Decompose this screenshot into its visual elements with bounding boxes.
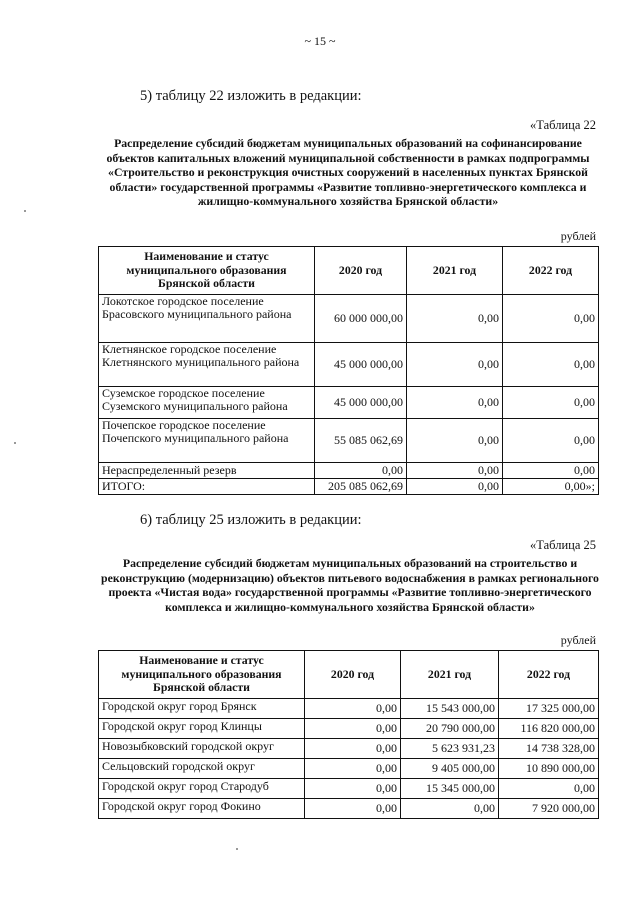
table-total-row	[99, 479, 599, 495]
row-2020: 0,00	[305, 759, 401, 779]
row-2022: 0,00	[503, 387, 599, 419]
header-2020: 2020 год	[305, 651, 401, 699]
table-row	[99, 759, 599, 779]
header-2022: 2022 год	[503, 247, 599, 295]
page-number: ~ 15 ~	[304, 34, 336, 48]
row-2022: 7 920 000,00	[499, 799, 599, 819]
row-2022: 0,00	[503, 343, 599, 387]
row-2020: 0,00	[315, 463, 407, 479]
row-2020: 45 000 000,00	[315, 343, 407, 387]
row-name: Городской округ город Брянск	[99, 699, 305, 719]
row-2022: 0,00	[503, 463, 599, 479]
table-row	[99, 463, 599, 479]
table-25-title: Распределение субсидий бюджетам муниципальных образований на строительство и реконструкцию (модернизацию) объектов питьевого водоснабжения в рамках регионального проекта «Чистая вода» государственной программы «Развитие топливно-энергетического комплекса и жилищно-коммунального хозяйства Брянской области»	[101, 556, 599, 614]
row-name: Локотское городское поселение Брасовского муниципального района	[99, 295, 315, 343]
table-22	[98, 246, 599, 495]
table-25-units: рублей	[560, 633, 596, 647]
table-row	[99, 799, 599, 819]
table-25-label: «Таблица 25	[530, 538, 596, 552]
scan-speck	[236, 848, 238, 850]
row-2020: 55 085 062,69	[315, 419, 407, 463]
row-2020: 0,00	[305, 739, 401, 759]
table-header-row	[99, 247, 599, 295]
table-25	[98, 650, 599, 819]
row-2022: 0,00»;	[503, 479, 599, 495]
header-name: Наименование и статус муниципального образования Брянской области	[99, 651, 305, 699]
row-2022: 116 820 000,00	[499, 719, 599, 739]
table-row	[99, 699, 599, 719]
scan-speck	[24, 210, 26, 212]
row-name: ИТОГО:	[99, 479, 315, 495]
row-2022: 14 738 328,00	[499, 739, 599, 759]
row-2021: 0,00	[407, 463, 503, 479]
row-2021: 0,00	[401, 799, 499, 819]
row-name: Городской округ город Фокино	[99, 799, 305, 819]
row-name: Суземское городское поселение Суземского муниципального района	[99, 387, 315, 419]
row-name: Нераспределенный резерв	[99, 463, 315, 479]
table-22-units: рублей	[560, 229, 596, 243]
row-name: Сельцовский городской округ	[99, 759, 305, 779]
header-2020: 2020 год	[315, 247, 407, 295]
row-2021: 0,00	[407, 343, 503, 387]
table-row	[99, 739, 599, 759]
row-2022: 0,00	[503, 419, 599, 463]
table-22-title: Распределение субсидий бюджетам муниципальных образований на софинансирование объектов капитальных вложений муниципальной собственности в рамках подпрограммы «Строительство и реконструкция очистных сооружений в населенных пунктах Брянской области» государственной программы «Развитие топливно-энергетического комплекса и жилищно-коммунального хозяйства Брянской области»	[106, 136, 590, 209]
scan-speck	[14, 442, 16, 444]
row-name: Городской округ город Клинцы	[99, 719, 305, 739]
header-name: Наименование и статус муниципального образования Брянской области	[99, 247, 315, 295]
row-2021: 0,00	[407, 419, 503, 463]
row-2020: 0,00	[305, 699, 401, 719]
table-row	[99, 719, 599, 739]
row-2021: 0,00	[407, 387, 503, 419]
row-2021: 9 405 000,00	[401, 759, 499, 779]
row-2021: 0,00	[407, 295, 503, 343]
row-2020: 205 085 062,69	[315, 479, 407, 495]
row-2022: 10 890 000,00	[499, 759, 599, 779]
row-2021: 15 543 000,00	[401, 699, 499, 719]
table-row	[99, 343, 599, 387]
row-2021: 0,00	[407, 479, 503, 495]
header-2022: 2022 год	[499, 651, 599, 699]
row-name: Клетнянское городское поселение Клетнянского муниципального района	[99, 343, 315, 387]
row-name: Почепское городское поселение Почепского муниципального района	[99, 419, 315, 463]
row-2020: 45 000 000,00	[315, 387, 407, 419]
item-5-text: 5) таблицу 22 изложить в редакции:	[140, 88, 362, 104]
header-2021: 2021 год	[401, 651, 499, 699]
table-row	[99, 295, 599, 343]
row-2022: 17 325 000,00	[499, 699, 599, 719]
item-6-text: 6) таблицу 25 изложить в редакции:	[140, 512, 362, 528]
row-2022: 0,00	[503, 295, 599, 343]
table-22-label: «Таблица 22	[530, 118, 596, 132]
table-header-row	[99, 651, 599, 699]
row-2021: 5 623 931,23	[401, 739, 499, 759]
table-row	[99, 419, 599, 463]
row-2020: 0,00	[305, 779, 401, 799]
row-2020: 60 000 000,00	[315, 295, 407, 343]
row-2021: 20 790 000,00	[401, 719, 499, 739]
table-row	[99, 779, 599, 799]
header-2021: 2021 год	[407, 247, 503, 295]
row-name: Городской округ город Стародуб	[99, 779, 305, 799]
row-2021: 15 345 000,00	[401, 779, 499, 799]
table-row	[99, 387, 599, 419]
row-name: Новозыбковский городской округ	[99, 739, 305, 759]
row-2022: 0,00	[499, 779, 599, 799]
row-2020: 0,00	[305, 719, 401, 739]
row-2020: 0,00	[305, 799, 401, 819]
